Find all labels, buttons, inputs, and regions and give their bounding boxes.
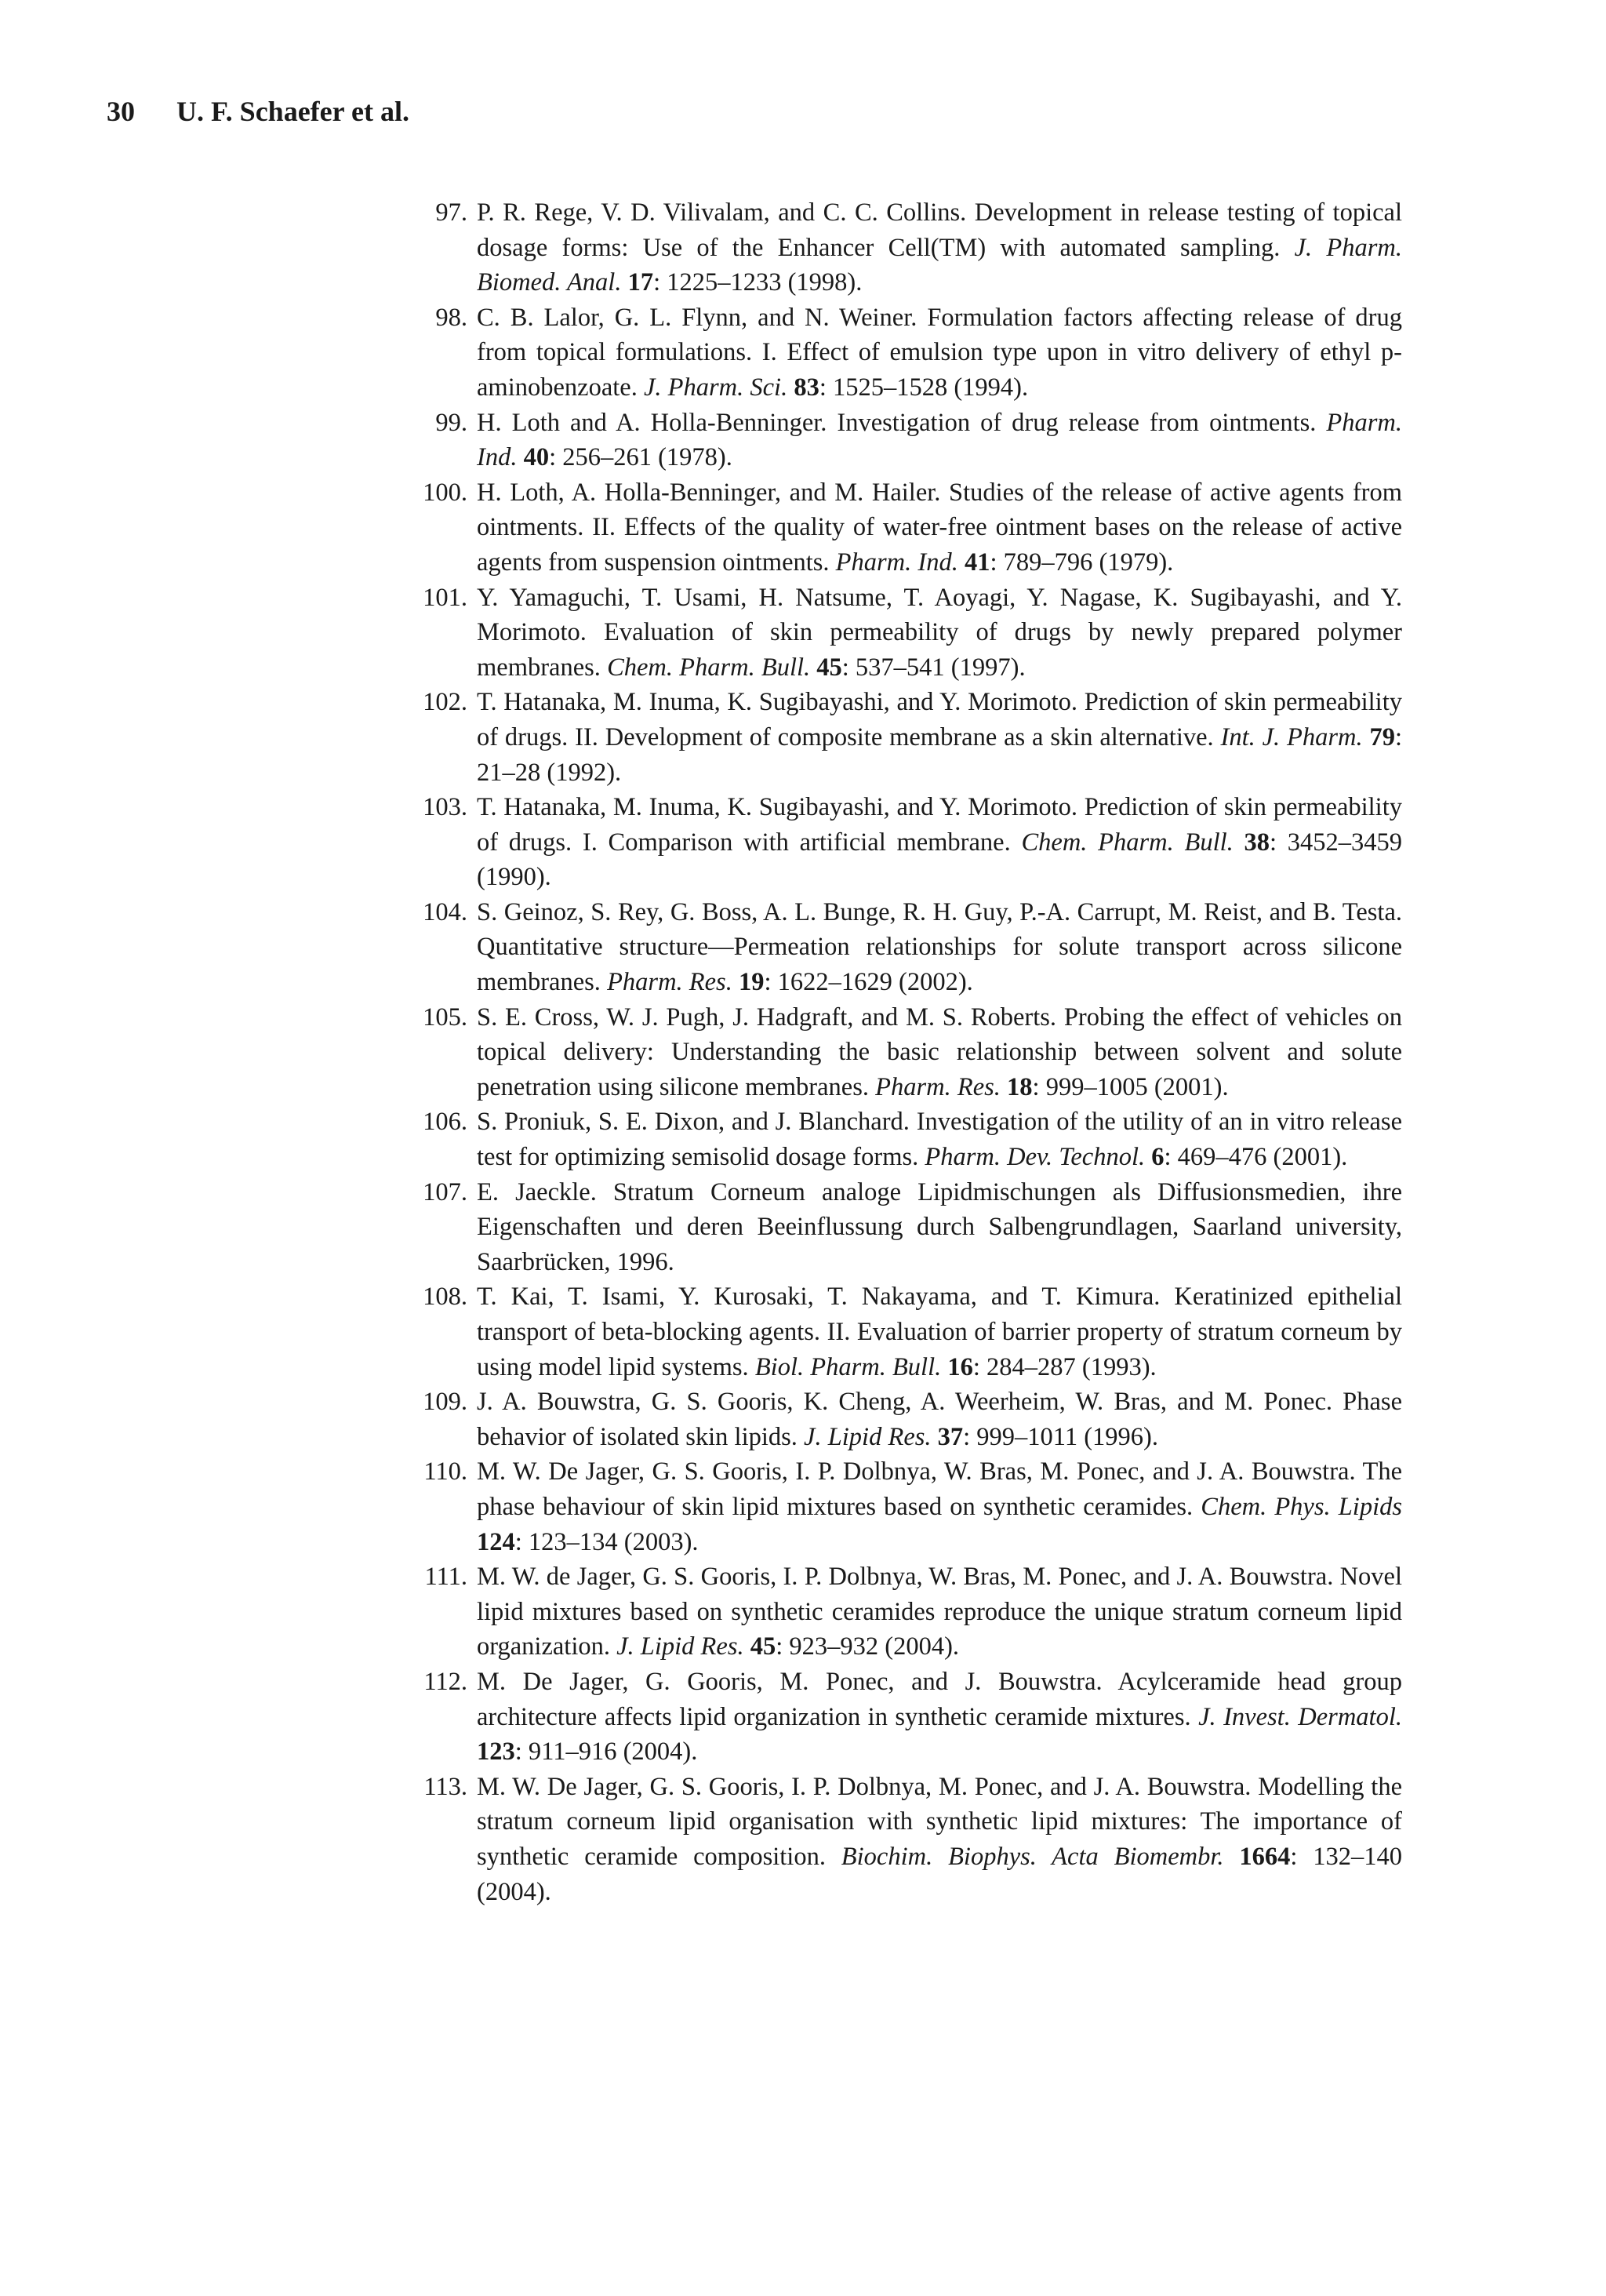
reference-text-run: : 1622–1629 (2002). xyxy=(764,968,973,997)
reference-text-run: M. De Jager, G. Gooris, M. Ponec, and J. Bouwstra. Acylceramide head group architecture affects lipid organization in synthetic ceramide mixtures. xyxy=(477,1667,1402,1731)
reference-text-run: : 21–28 (1992). xyxy=(477,722,1403,787)
reference-text-run: C. B. Lalor, G. L. Flynn, and N. Weiner. Formulation factors affecting release of drug from topical formulations. I. Effect of emulsion type upon in vitro delivery of ethyl p-aminobenzoate. xyxy=(477,303,1402,402)
reference-text-run: : 1225–1233 (1998). xyxy=(653,268,863,297)
reference-text-run: S. E. Cross, W. J. Pugh, J. Hadgraft, and M. S. Roberts. Probing the effect of vehicles on topical delivery: Understanding the basic relationship between solvent and solute penetration using silicone membranes. xyxy=(477,1002,1402,1101)
reference-number: 112. xyxy=(423,1667,467,1696)
reference-text-run xyxy=(1363,723,1370,751)
reference-entry xyxy=(423,895,1402,1000)
reference-text xyxy=(477,1283,1402,1381)
reference-text xyxy=(477,1668,1402,1766)
journal-name: Pharm. Res. xyxy=(607,968,732,997)
reference-number: 103. xyxy=(423,793,467,822)
reference-entry xyxy=(423,1665,1402,1770)
reference-text-run xyxy=(958,548,965,577)
reference-text xyxy=(477,793,1402,891)
reference-entry xyxy=(423,1385,1402,1454)
reference-text-run: T. Hatanaka, M. Inuma, K. Sugibayashi, and Y. Morimoto. Prediction of skin permeability of drugs. II. Development of composite membrane as a skin alternative. xyxy=(477,688,1402,751)
reference-text-run: Y. Yamaguchi, T. Usami, H. Natsume, T. Aoyagi, Y. Nagase, K. Sugibayashi, and Y. Morimoto. Evaluation of skin permeability of drugs by newly prepared polymer membranes. xyxy=(477,583,1402,682)
reference-entry xyxy=(423,790,1403,895)
reference-entry xyxy=(423,1454,1403,1559)
journal-name: J. Invest. Dermatol. xyxy=(1198,1702,1402,1731)
reference-text-run xyxy=(932,1423,938,1451)
reference-text-run: T. Hatanaka, M. Inuma, K. Sugibayashi, and Y. Morimoto. Prediction of skin permeability of drugs. I. Comparison with artificial membrane. xyxy=(477,793,1402,857)
volume-number: 6 xyxy=(1151,1143,1165,1172)
reference-number: 108. xyxy=(423,1283,467,1312)
reference-text-run xyxy=(1001,1073,1007,1101)
reference-text-run: : 923–932 (2004). xyxy=(776,1632,960,1661)
reference-number: 102. xyxy=(423,688,467,717)
journal-name: Pharm. Dev. Technol. xyxy=(925,1143,1146,1172)
reference-text-run: M. W. De Jager, G. S. Gooris, I. P. Dolbnya, M. Ponec, and J. A. Bouwstra. Modelling the stratum corneum lipid organisation with synthetic lipid mixtures: The importance of synthetic ceramide composition. xyxy=(477,1772,1402,1871)
journal-name: Biochim. Biophys. Acta Biomembr. xyxy=(841,1842,1224,1871)
volume-number: 17 xyxy=(627,268,654,297)
reference-text-run: : 132–140 (2004). xyxy=(477,1842,1403,1906)
reference-text-run: M. W. De Jager, G. S. Gooris, I. P. Dolbnya, W. Bras, M. Ponec, and J. A. Bouwstra. The phase behaviour of skin lipid mixtures based on synthetic ceramides. xyxy=(477,1457,1402,1521)
volume-number: 16 xyxy=(947,1352,973,1381)
reference-entry xyxy=(435,195,1402,300)
reference-text-run: M. W. de Jager, G. S. Gooris, I. P. Dolbnya, W. Bras, M. Ponec, and J. A. Bouwstra. Novel lipid mixtures based on synthetic ceramides reproduce the unique stratum corneum lipid organization. xyxy=(477,1563,1402,1661)
journal-name: Int. J. Pharm. xyxy=(1220,722,1363,751)
reference-entry xyxy=(423,580,1402,686)
volume-number: 45 xyxy=(816,653,842,682)
reference-text xyxy=(477,409,1402,472)
reference-number: 99. xyxy=(435,408,467,437)
reference-text-run: : 256–261 (1978). xyxy=(549,443,732,472)
volume-number: 37 xyxy=(937,1422,964,1451)
reference-text-run: T. Kai, T. Isami, Y. Kurosaki, T. Nakayama, and T. Kimura. Keratinized epithelial transport of beta-blocking agents. II. Evaluation of barrier property of stratum corneum by using model lipid systems. xyxy=(477,1283,1402,1381)
reference-number: 110. xyxy=(423,1457,467,1486)
reference-number: 109. xyxy=(423,1388,467,1417)
volume-number: 41 xyxy=(964,548,990,577)
reference-entry xyxy=(435,300,1402,406)
journal-name: Biol. Pharm. Bull. xyxy=(754,1352,942,1381)
reference-number: 100. xyxy=(423,478,467,507)
reference-number: 101. xyxy=(423,583,467,612)
reference-text-run: : 123–134 (2003). xyxy=(514,1527,699,1556)
reference-number: 97. xyxy=(435,198,467,227)
journal-name: Pharm. Ind. xyxy=(835,548,958,577)
reference-text-run: : 284–287 (1993). xyxy=(972,1352,1157,1381)
volume-number: 124 xyxy=(477,1527,515,1556)
journal-name: Pharm. Res. xyxy=(875,1072,1001,1101)
reference-entry xyxy=(423,1000,1402,1105)
reference-number: 111. xyxy=(424,1563,467,1592)
reference-entry xyxy=(423,685,1403,790)
reference-text-run: : 1525–1528 (1994). xyxy=(819,373,1029,402)
reference-text-run: : 999–1005 (2001). xyxy=(1032,1072,1229,1101)
reference-text-run xyxy=(1234,828,1244,857)
reference-entry xyxy=(423,1175,1402,1280)
running-head xyxy=(107,97,409,126)
volume-number: 38 xyxy=(1244,828,1270,857)
reference-text-run xyxy=(621,268,627,297)
volume-number: 45 xyxy=(750,1632,776,1661)
reference-text-run: E. Jaeckle. Stratum Corneum analoge Lipidmischungen als Diffusionsmedien, ihre Eigenschaften und deren Beeinflussung durch Salbengrundlagen, Saarland university, Saarbrücken, 1996. xyxy=(477,1177,1402,1276)
volume-number: 79 xyxy=(1369,722,1395,751)
page-number: 30 xyxy=(107,96,135,127)
running-head-authors: U. F. Schaefer et al. xyxy=(176,96,409,127)
volume-number: 19 xyxy=(738,968,765,997)
reference-text-run: : 469–476 (2001). xyxy=(1164,1143,1348,1172)
reference-text-run: H. Loth and A. Holla-Benninger. Investigation of drug release from ointments. xyxy=(477,408,1327,437)
reference-text-run: H. Loth, A. Holla-Benninger, and M. Hailer. Studies of the release of active agents from ointments. II. Effects of the quality of water-free ointment bases on the release of active agents from suspension ointments. xyxy=(477,478,1402,577)
reference-number: 107. xyxy=(423,1177,467,1206)
volume-number: 1664 xyxy=(1239,1842,1291,1871)
reference-text-run: : 789–796 (1979). xyxy=(990,548,1174,577)
reference-text-run xyxy=(744,1632,750,1661)
volume-number: 40 xyxy=(523,443,550,472)
reference-number: 98. xyxy=(435,303,467,332)
journal-name: J. Pharm. Sci. xyxy=(643,373,788,402)
reference-text xyxy=(477,1003,1402,1101)
reference-number: 106. xyxy=(423,1108,467,1137)
reference-text-run: : 911–916 (2004). xyxy=(514,1737,698,1767)
journal-name: Chem. Pharm. Bull. xyxy=(1021,828,1234,857)
reference-text xyxy=(477,478,1402,577)
reference-text-run: J. A. Bouwstra, G. S. Gooris, K. Cheng, A. Weerheim, W. Bras, and M. Ponec. Phase behavior of isolated skin lipids. xyxy=(477,1388,1402,1451)
reference-text-run xyxy=(517,443,523,471)
volume-number: 18 xyxy=(1007,1072,1033,1101)
journal-name: Chem. Phys. Lipids xyxy=(1201,1492,1403,1521)
reference-number: 105. xyxy=(423,1002,467,1032)
journal-name: Pharm. Ind. xyxy=(477,408,1402,472)
reference-text xyxy=(477,898,1402,996)
reference-text xyxy=(477,304,1402,402)
journal-name: J. Lipid Res. xyxy=(616,1632,744,1661)
reference-text-run: : 999–1011 (1996). xyxy=(963,1422,1158,1451)
reference-text xyxy=(477,1563,1402,1661)
reference-text xyxy=(477,1773,1402,1906)
reference-text xyxy=(477,1108,1402,1171)
reference-text-run xyxy=(732,968,739,996)
reference-text xyxy=(477,688,1402,786)
volume-number: 83 xyxy=(794,373,819,402)
reference-text xyxy=(477,1457,1402,1556)
journal-name: J. Lipid Res. xyxy=(804,1422,932,1451)
reference-entry xyxy=(423,1279,1402,1385)
reference-text-run: S. Geinoz, S. Rey, G. Boss, A. L. Bunge, R. H. Guy, P.-A. Carrupt, M. Reist, and B. Testa. Quantitative structure—Permeation relationships for solute transport across silicone membranes. xyxy=(477,897,1402,997)
volume-number: 123 xyxy=(477,1737,515,1767)
reference-text xyxy=(477,198,1402,297)
reference-entry xyxy=(423,1770,1403,1909)
reference-text-run: S. Proniuk, S. E. Dixon, and J. Blanchard. Investigation of the utility of an in vitro release test for optimizing semisolid dosage forms. xyxy=(477,1108,1402,1172)
journal-name: Chem. Pharm. Bull. xyxy=(607,653,811,682)
reference-number: 104. xyxy=(423,897,467,926)
journal-name: J. Pharm. Biomed. Anal. xyxy=(477,233,1402,297)
reference-text-run: : 3452–3459 (1990). xyxy=(477,828,1403,892)
reference-entry xyxy=(424,1559,1402,1665)
reference-text xyxy=(477,1388,1402,1451)
reference-text xyxy=(477,584,1402,682)
reference-entry xyxy=(423,1104,1402,1174)
reference-entry xyxy=(435,406,1402,475)
reference-text-run: : 537–541 (1997). xyxy=(841,653,1026,682)
reference-entry xyxy=(423,475,1402,580)
reference-text-run xyxy=(1224,1843,1240,1871)
reference-number: 113. xyxy=(423,1772,467,1801)
reference-list xyxy=(423,195,1403,1909)
reference-text xyxy=(477,1178,1402,1276)
reference-text-run: P. R. Rege, V. D. Vilivalam, and C. C. Collins. Development in release testing of topical dosage forms: Use of the Enhancer Cell(TM) with automated sampling. xyxy=(477,198,1402,262)
